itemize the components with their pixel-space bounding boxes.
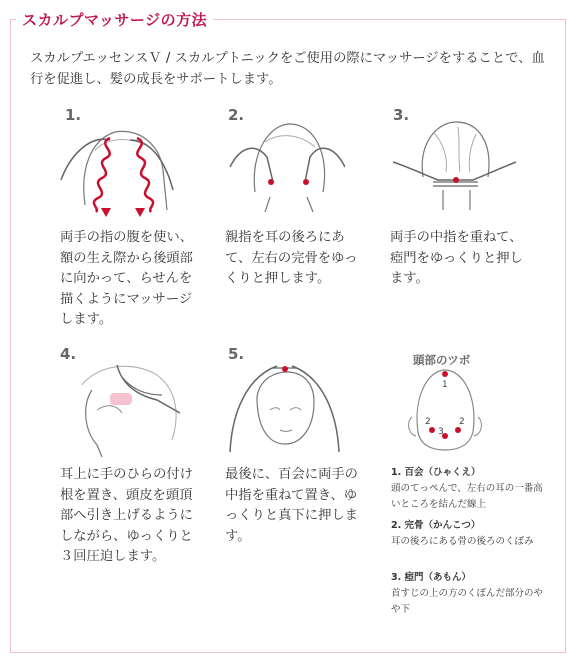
step-1-illustration [55,110,175,220]
step-4-text: 耳上に手のひらの付け根を置き、頭皮を頭頂部へ引き上げるようにしながら、ゆっくりと３回圧迫します。 [60,467,193,564]
step-1-number: 1. [65,106,82,124]
step-2-number: 2. [228,106,245,124]
step-2-illustration [225,112,345,212]
intro-text: スカルプエッセンスＶ / スカルプトニックをご使用の際にマッサージをすることで、血行を促進し、髪の成長をサポートします。 [30,51,545,87]
step-1-text: 両手の指の腹を使い、額の生え際から後頭部に向かって、らせんを描くようにマッサージします。 [60,230,193,327]
tsubo-item-3-head: 3. 瘂門（あもん） [391,572,472,583]
tsubo-item-3-body: 首すじの上の方のくぼんだ部分のやや下 [391,588,544,615]
tsubo-marker-1: 1 [442,380,448,390]
tsubo-item-3 [391,570,551,618]
tsubo-item-1 [391,465,551,513]
step-5-number: 5. [228,345,245,363]
tsubo-diagram-title: 頭部のツボ [413,353,471,367]
tsubo-marker-3: 3 [438,427,444,437]
step-5-illustration [222,352,347,462]
tsubo-item-2-head: 2. 完骨（かんこつ） [391,520,481,531]
tsubo-item-1-head: 1. 百会（ひゃくえ） [391,467,481,478]
step-3-illustration [388,112,518,212]
tsubo-item-2-body: 耳の後ろにある骨の後ろのくぼみ [391,536,534,547]
step-5-text: 最後に、百会に両手の中指を重ねて置き、ゆっくりと真下に押します。 [225,467,358,544]
tsubo-marker-2-right: 2 [459,417,465,427]
step-2-text: 親指を耳の後ろにあて、左右の完骨をゆっくりと押します。 [225,230,358,286]
step-3-text: 両手の中指を重ねて、瘂門をゆっくりと押します。 [390,230,523,286]
step-3-number: 3. [393,106,410,124]
step-4-illustration [62,355,187,460]
tsubo-marker-2-left: 2 [425,417,431,427]
page-title: スカルプマッサージの方法 [16,9,213,30]
tsubo-item-2 [391,518,551,550]
tsubo-head-diagram [398,362,493,454]
step-4-number: 4. [60,345,77,363]
tsubo-item-1-body: 頭のてっぺんで、左右の耳の一番高いところを結んだ線上 [391,483,543,510]
